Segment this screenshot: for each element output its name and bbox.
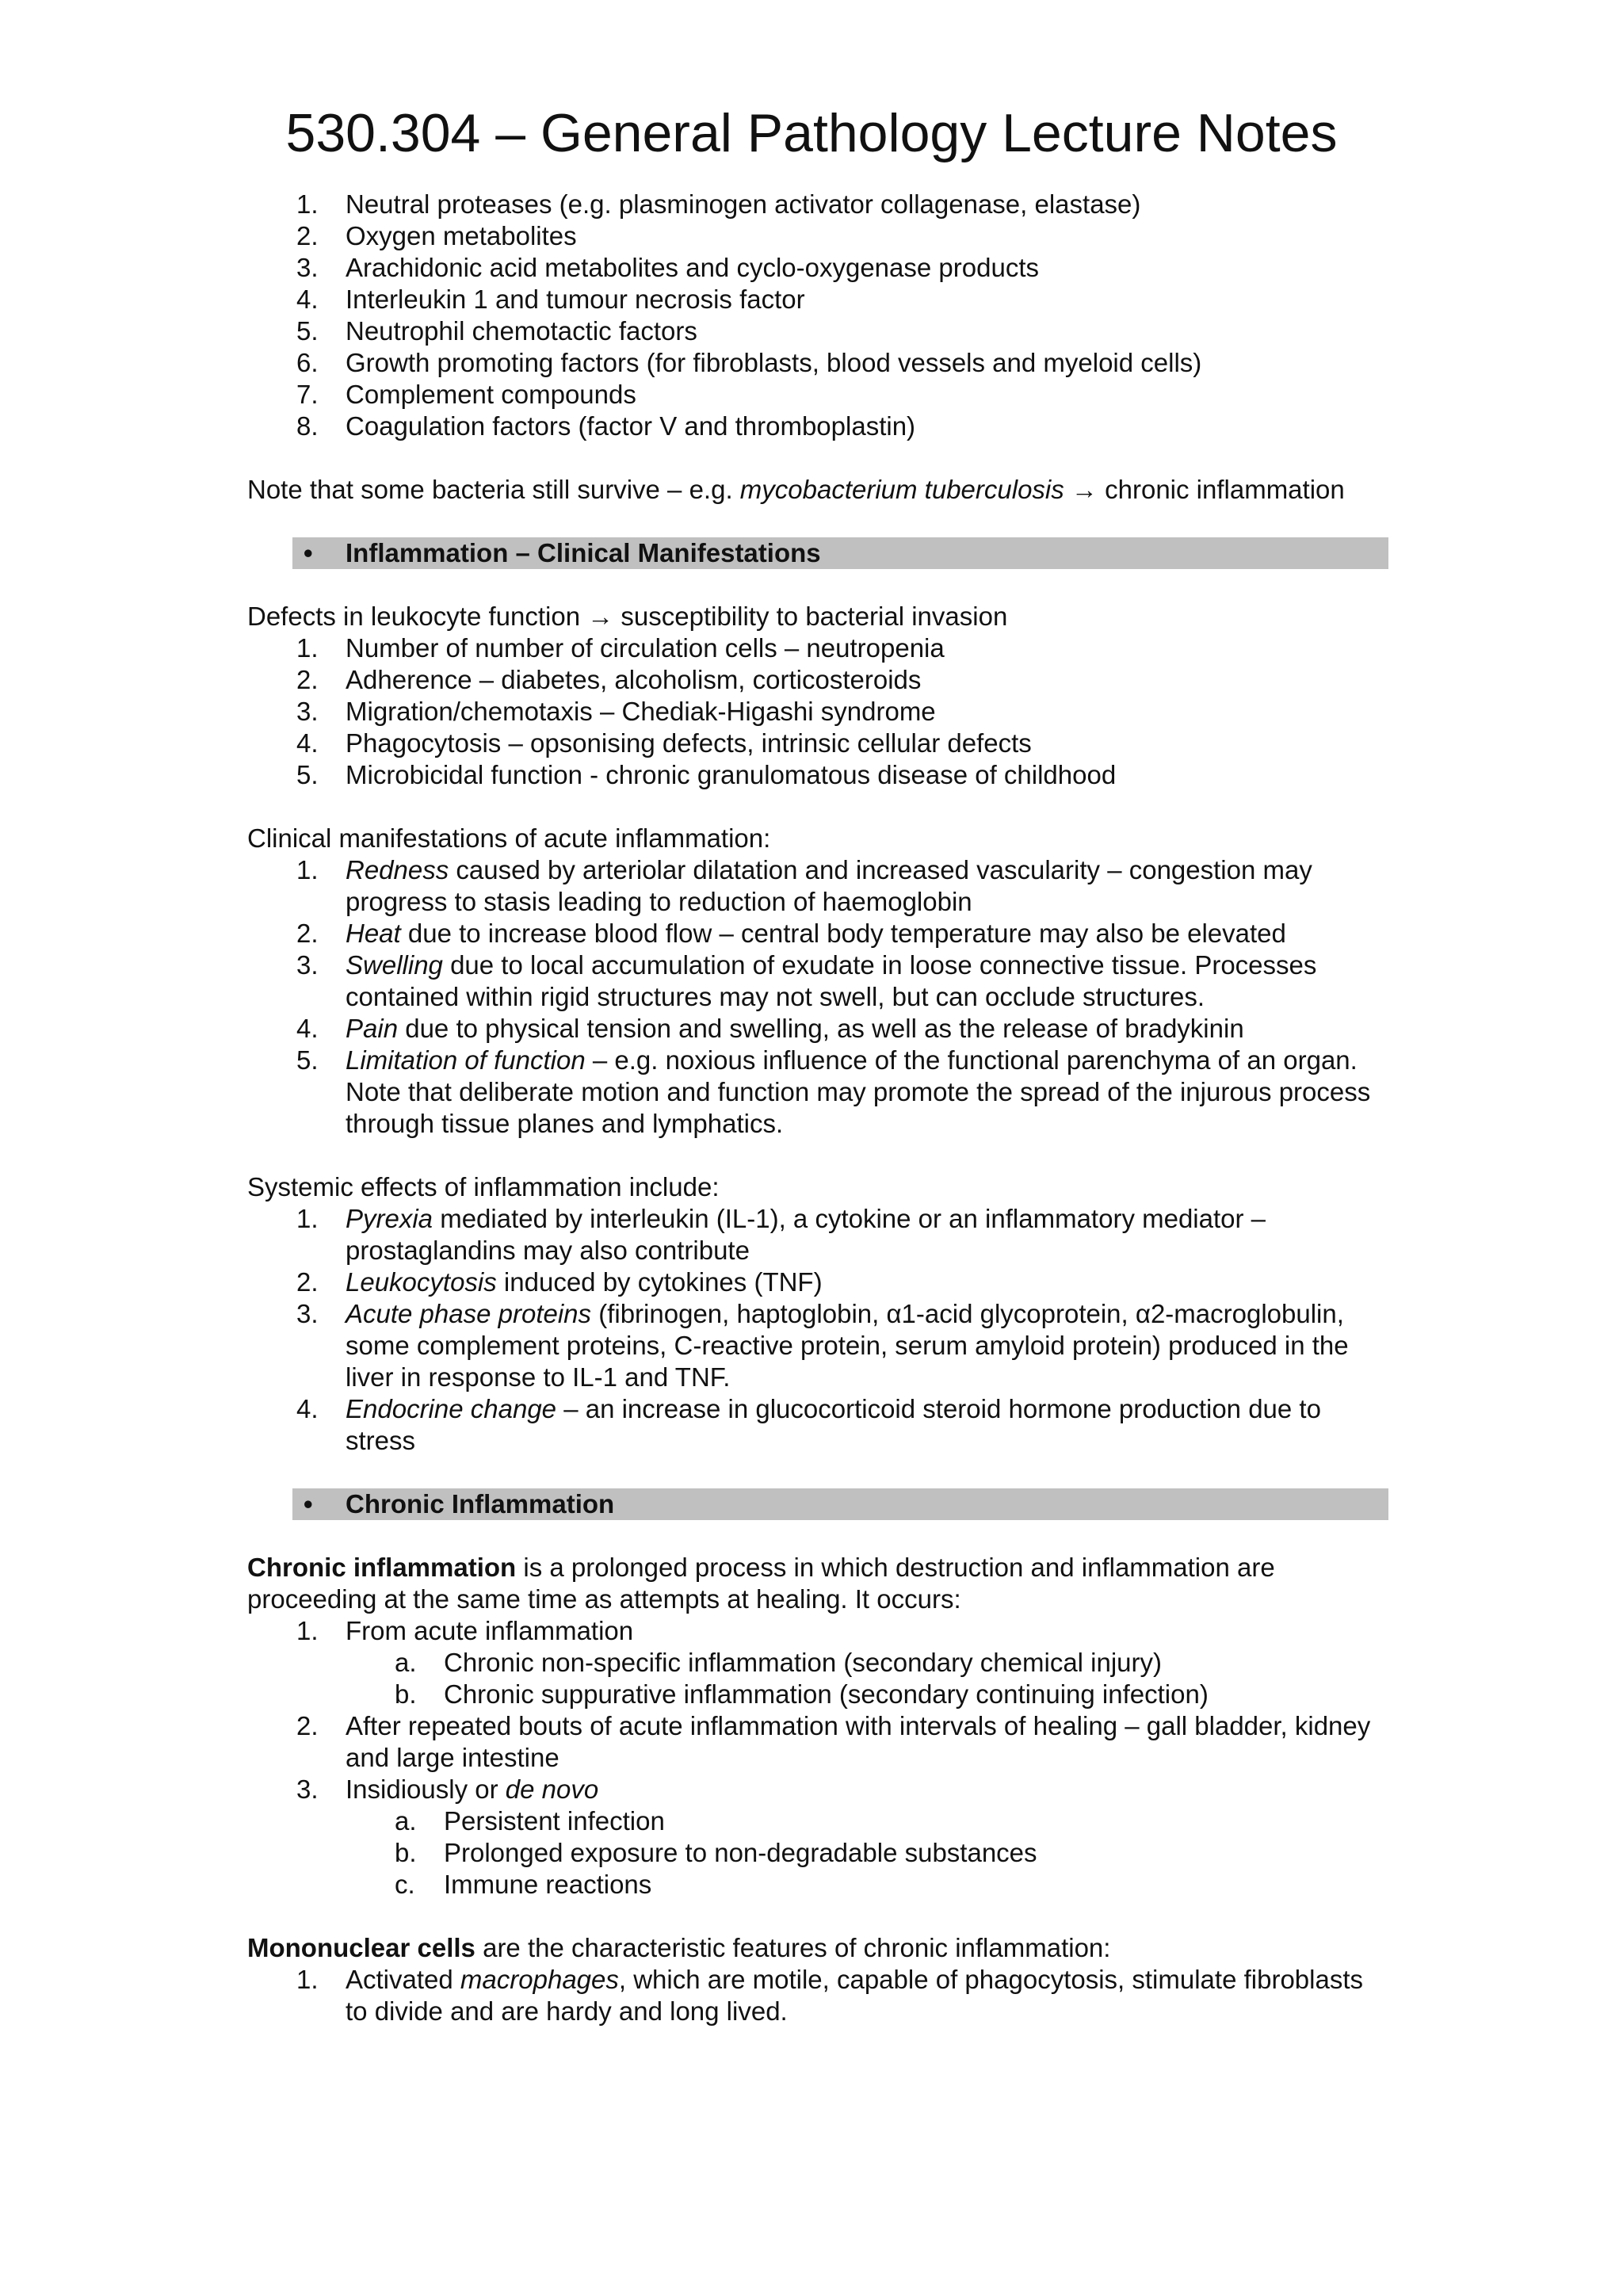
list-item: 5. Limitation of function – e.g. noxious influence of the functional parenchyma of an organ. Note that deliberate motion and function may promote the spread of the injurous process through tissue planes and lymphatics. <box>296 1045 1371 1138</box>
sub-list <box>247 1647 1388 1710</box>
mediator-list <box>247 189 1388 442</box>
note-paragraph: Note that some bacteria still survive – e.g. mycobacterium tuberculosis → chronic inflammation <box>247 475 1345 504</box>
list-item: 1. Activated macrophages, which are motile, capable of phagocytosis, stimulate fibroblasts to divide and are hardy and long lived. <box>296 1965 1364 2026</box>
sub-list-item: a. Chronic non-specific inflammation (secondary chemical injury) <box>395 1648 1163 1677</box>
list-item: 3. Insidiously or de novo a. Persistent infection b. Prolonged exposure to non-degradable substances c. Immune reactions <box>247 1774 1388 1901</box>
sub-list <box>247 1805 1388 1901</box>
sub-list-item: b. Chronic suppurative inflammation (secondary continuing infection) <box>395 1679 1209 1709</box>
list-item: 3. Swelling due to local accumulation of exudate in loose connective tissue. Processes contained within rigid structures may not swell, but can occlude structures. <box>296 950 1317 1011</box>
mononuclear-intro: Mononuclear cells are the characteristic features of chronic inflammation: <box>247 1933 1111 1962</box>
defects-intro: Defects in leukocyte function → susceptibility to bacterial invasion <box>247 602 1008 631</box>
list-item: 7. Complement compounds <box>296 380 636 409</box>
list-item: 1. Pyrexia mediated by interleukin (IL-1), a cytokine or an inflammatory mediator – prostaglandins may also contribute <box>296 1204 1266 1265</box>
systemic-list <box>247 1203 1388 1457</box>
list-item: 2. Adherence – diabetes, alcoholism, corticosteroids <box>296 665 922 694</box>
bullet-icon: • <box>304 1489 313 1519</box>
list-item: 4. Endocrine change – an increase in glucocorticoid steroid hormone production due to stress <box>296 1394 1321 1455</box>
list-item: 1. Neutral proteases (e.g. plasminogen activator collagenase, elastase) <box>296 189 1141 219</box>
sub-list-item: c. Immune reactions <box>395 1870 652 1899</box>
acute-intro: Clinical manifestations of acute inflammation: <box>247 823 771 853</box>
document-body <box>247 189 1388 2027</box>
mononuclear-list <box>247 1964 1388 2027</box>
list-item: 4. Pain due to physical tension and swelling, as well as the release of bradykinin <box>296 1014 1244 1043</box>
list-item: 1. Redness caused by arteriolar dilatation and increased vascularity – congestion may progress to stasis leading to reduction of haemoglobin <box>296 855 1312 916</box>
section-heading-chronic-inflammation: • Chronic Inflammation <box>292 1488 1388 1520</box>
list-item: 2. Leukocytosis induced by cytokines (TNF) <box>296 1267 823 1297</box>
list-item: 6. Growth promoting factors (for fibroblasts, blood vessels and myeloid cells) <box>296 348 1202 377</box>
section-heading-clinical-manifestations: • Inflammation – Clinical Manifestations <box>292 537 1388 569</box>
list-item: 2. Heat due to increase blood flow – central body temperature may also be elevated <box>296 919 1286 948</box>
list-item: 5. Neutrophil chemotactic factors <box>296 316 697 346</box>
list-item: 4. Phagocytosis – opsonising defects, intrinsic cellular defects <box>296 728 1032 758</box>
list-item: 3. Arachidonic acid metabolites and cyclo-oxygenase products <box>296 253 1039 282</box>
list-item: 3. Acute phase proteins (fibrinogen, haptoglobin, α1-acid glycoprotein, α2-macroglobulin, some complement proteins, C-reactive protein, serum amyloid protein) produced in the liver in response to IL-1 and TNF. <box>296 1299 1349 1392</box>
chronic-list <box>247 1615 1388 1901</box>
sub-list-item: b. Prolonged exposure to non-degradable substances <box>395 1838 1037 1867</box>
list-item: 3. Migration/chemotaxis – Chediak-Higashi syndrome <box>296 697 936 726</box>
list-item: 1. From acute inflammation a. Chronic non-specific inflammation (secondary chemical injury) b. Chronic suppurative inflammation (secondary continuing infection) <box>247 1615 1388 1710</box>
defects-list <box>247 632 1388 791</box>
list-item: 2. After repeated bouts of acute inflammation with intervals of healing – gall bladder, kidney and large intestine <box>296 1711 1371 1772</box>
page-title: 530.304 – General Pathology Lecture Notes <box>285 103 1338 163</box>
sub-list-item: a. Persistent infection <box>395 1806 665 1836</box>
list-item: 2. Oxygen metabolites <box>296 221 577 250</box>
list-item: 8. Coagulation factors (factor V and thromboplastin) <box>296 411 916 441</box>
systemic-intro: Systemic effects of inflammation include: <box>247 1172 720 1201</box>
list-item: 5. Microbicidal function - chronic granulomatous disease of childhood <box>296 760 1117 789</box>
bullet-icon: • <box>304 538 313 567</box>
list-item: 1. Number of number of circulation cells – neutropenia <box>296 633 945 663</box>
chronic-intro: Chronic inflammation is a prolonged process in which destruction and inflammation are proceeding at the same time as attempts at healing. It occurs: <box>247 1553 1275 1614</box>
list-item: 4. Interleukin 1 and tumour necrosis factor <box>296 285 805 314</box>
acute-list <box>247 854 1388 1140</box>
